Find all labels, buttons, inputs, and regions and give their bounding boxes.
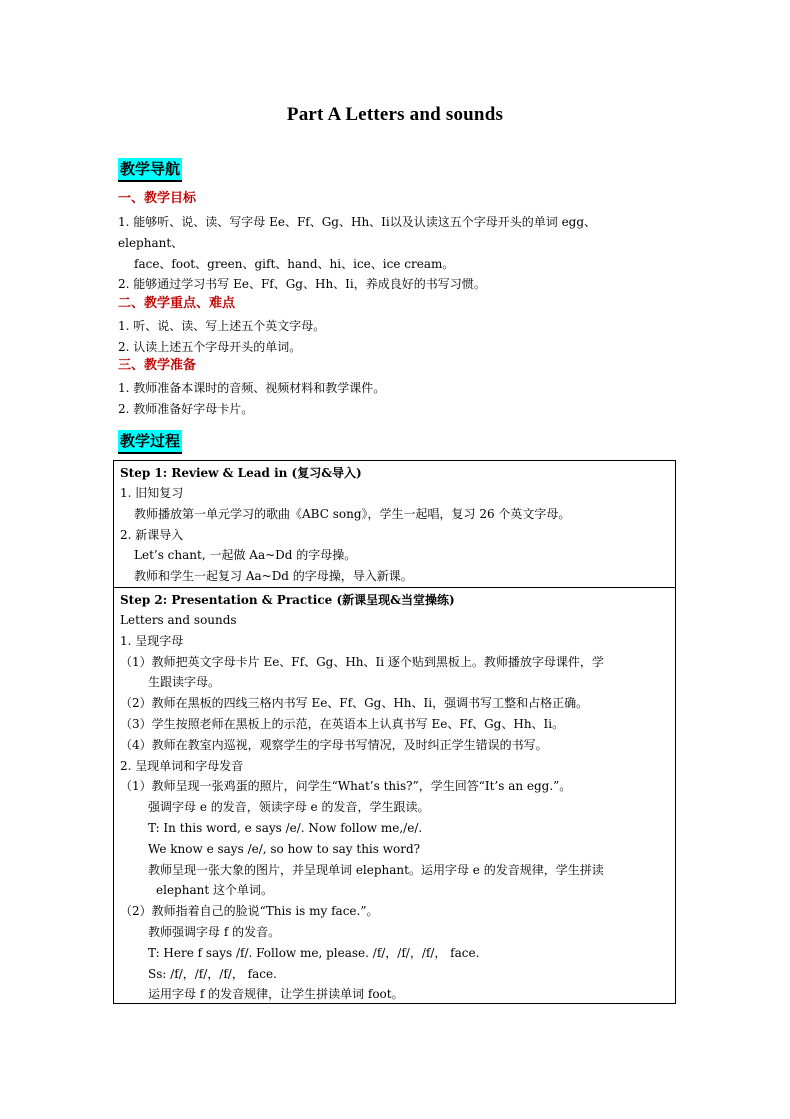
step2-line: 强调字母 e 的发音，领读字母 e 的发音，学生跟读。 [148,800,430,814]
step2-line: （2）教师指着自己的脸说“This is my face.”。 [120,904,379,918]
preparation-line: 1. 教师准备本课时的音频、视频材料和教学课件。 [118,381,386,395]
section-heading-teaching-guide: 教学导航 [118,158,182,182]
objective-line: elephant、 [118,236,184,250]
step2-line: （1）教师把英文字母卡片 Ee、Ff、Gg、Hh、Ii 逐个贴到黑板上。教师播放字母课件，学 [120,655,604,669]
page-title: Part A Letters and sounds [286,104,504,125]
objective-line: face、foot、green、gift、hand、hi、ice、ice cream。 [134,257,455,271]
objectives-heading: 一、教学目标 [118,191,197,206]
step1-line: 1. 旧知复习 [120,486,184,500]
step1-line: Let’s chant, 一起做 Aa~Dd 的字母操。 [134,548,357,562]
step1-cell [114,461,675,587]
keypoint-line: 1. 听、说、读、写上述五个英文字母。 [118,319,326,333]
section-heading-teaching-process: 教学过程 [118,430,182,454]
step2-line: （4）教师在教室内巡视，观察学生的字母书写情况，及时纠正学生错误的书写。 [120,738,548,752]
step2-line: 运用字母 f 的发音规律，让学生拼读单词 foot。 [148,987,404,1001]
step1-line: 教师和学生一起复习 Aa~Dd 的字母操，导入新课。 [134,569,413,583]
keypoint-line: 2. 认读上述五个字母开头的单词。 [118,340,302,354]
step2-line: 教师强调字母 f 的发音。 [148,925,281,939]
step2-line: （3）学生按照老师在黑板上的示范，在英语本上认真书写 Ee、Ff、Gg、Hh、Ii。 [120,717,565,731]
step2-line: （1）教师呈现一张鸡蛋的照片，问学生“What’s this?”，学生回答“It’s an egg.”。 [120,779,572,793]
process-table [113,460,676,1004]
objective-line: 2. 能够通过学习书写 Ee、Ff、Gg、Hh、Ii，养成良好的书写习惯。 [118,277,486,291]
step1-line: 教师播放第一单元学习的歌曲《ABC song》，学生一起唱，复习 26 个英文字母。 [134,507,571,521]
step2-line: T: Here f says /f/. Follow me, please. /f/，/f/，/f/， face. [148,946,480,960]
step2-line: Letters and sounds [120,613,237,627]
step2-line: We know e says /e/, so how to say this word? [148,842,421,856]
step1-title: Step 1: Review & Lead in (复习&导入) [120,466,362,480]
step2-line: 生跟读字母。 [148,675,221,689]
step2-line: T: In this word, e says /e/. Now follow me,/e/. [148,821,423,835]
step2-line: 2. 呈现单词和字母发音 [120,759,244,773]
preparation-heading: 三、教学准备 [118,358,197,373]
step2-line: （2）教师在黑板的四线三格内书写 Ee、Ff、Gg、Hh、Ii，强调书写工整和占格正确。 [120,696,589,710]
step2-line: elephant 这个单词。 [156,883,273,897]
step1-line: 2. 新课导入 [120,528,184,542]
step2-title: Step 2: Presentation & Practice (新课呈现&当堂操练) [120,593,455,607]
step2-line: Ss: /f/，/f/，/f/， face. [148,967,277,981]
step2-line: 教师呈现一张大象的图片，并呈现单词 elephant。运用字母 e 的发音规律，学生拼读 [148,863,604,877]
objective-line: 1. 能够听、说、读、写字母 Ee、Ff、Gg、Hh、Ii以及认读这五个字母开头的单词 egg、 [118,215,597,229]
step2-cell [114,587,675,1003]
keypoints-heading: 二、教学重点、难点 [118,296,236,311]
preparation-line: 2. 教师准备好字母卡片。 [118,402,254,416]
step2-line: 1. 呈现字母 [120,634,184,648]
